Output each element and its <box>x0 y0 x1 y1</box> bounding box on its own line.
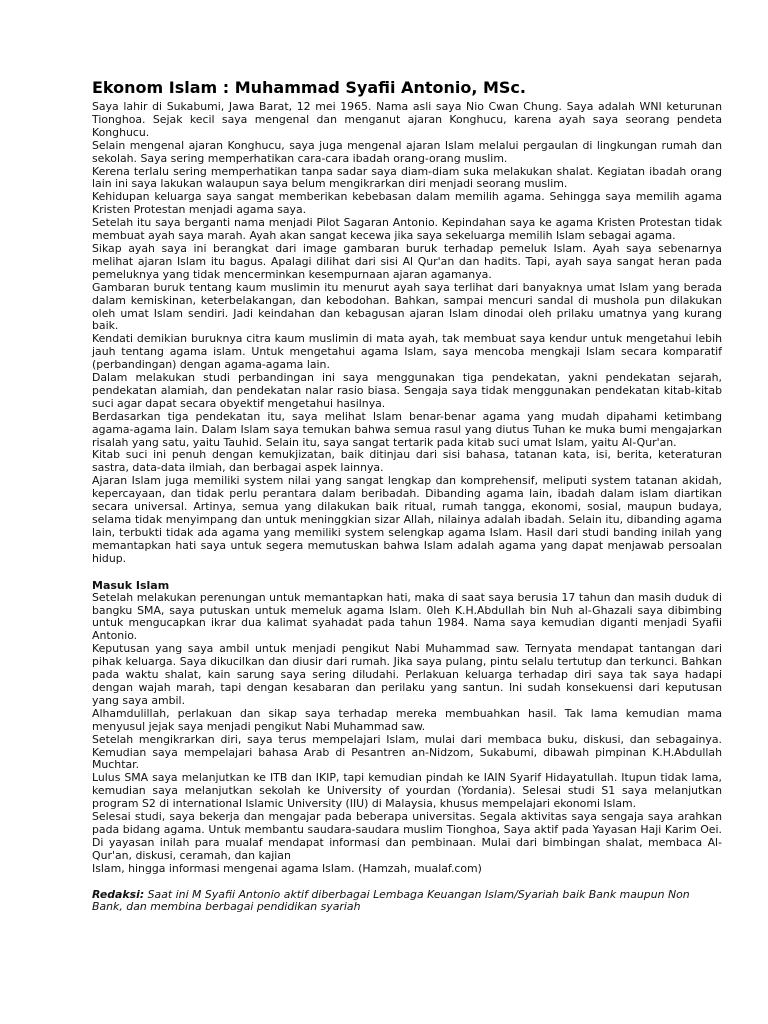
paragraph: Islam, hingga informasi mengenai agama Islam. (Hamzah, mualaf.com) <box>92 861 482 875</box>
editorial-note <box>92 889 722 915</box>
paragraph: Ajaran Islam juga memiliki system nilai yang sangat lengkap dan komprehensif, meliputi system tatanan akidah, kepercayaan, dan tidak perlu perantara dalam beribadah. Dibanding agama lain, ibadah dalam islam diartikan secara universal. Artinya, semua yang dilakukan baik ritual, rumah tangga, ekonomi, sosial, maupun budaya, selama tidak menyimpang dan untuk meninggkian sizar Allah, nilainya adalah ibadah. Selain itu, dibanding agama lain, terbukti tidak ada agama yang memiliki system selengkap agama Islam. Hasil dari studi banding inilah yang memantapkan hati saya untuk segera memutuskan bahwa Islam adalah agama yang dapat menjawab persoalan hidup. <box>92 474 722 565</box>
paragraph: Keputusan yang saya ambil untuk menjadi pengikut Nabi Muhammad saw. Ternyata mendapat tantangan dari pihak keluarga. Saya dikucilkan dan diusir dari rumah. Jika saya pulang, pintu selalu tertutup dan terkunci. Bahkan pada waktu shalat, kain sarung saya sering diludahi. Perlakuan keluarga terhadap diri saya tak saya hadapi dengan wajah marah, tapi dengan kesabaran dan perilaku yang santun. Ini sudah konsekuensi dari keputusan yang saya ambil. <box>92 642 722 707</box>
editorial-note-label: Redaksi: <box>92 887 145 901</box>
paragraph: Setelah itu saya berganti nama menjadi Pilot Sagaran Antonio. Kepindahan saya ke agama Kristen Protestan tidak membuat ayah saya marah. Ayah akan sangat kecewa jika saya sekeluarga memilih Islam sebagai agama. <box>92 216 722 243</box>
paragraph: Kerena terlalu sering memperhatikan tanpa sadar saya diam-diam suka melakukan shalat. Kegiatan ibadah orang lain ini saya lakukan walaupun saya belum mengikrarkan diri menjadi seorang muslim. <box>92 164 722 191</box>
paragraph: Gambaran buruk tentang kaum muslimin itu menurut ayah saya terlihat dari banyaknya umat Islam yang berada dalam kemiskinan, keterbelakangan, dan kebodohan. Bahkan, sampai mencuri sandal di mushola pun dilakukan oleh umat Islam sendiri. Jadi keindahan dan kebagusan ajaran Islam dinodai oleh prilaku umatnya yang kurang baik. <box>92 280 722 333</box>
paragraph: Berdasarkan tiga pendekatan itu, saya melihat Islam benar-benar agama yang mudah dipahami ketimbang agama-agama lain. Dalam Islam saya temukan bahwa semua rasul yang diutus Tuhan ke muka bumi mengajarkan risalah yang satu, yaitu Tauhid. Selain itu, saya sangat tertarik pada kitab suci umat Islam, yaitu Al-Qur'an. <box>92 409 722 449</box>
section-heading: Masuk Islam <box>92 578 170 592</box>
paragraph: Selesai studi, saya bekerja dan mengajar pada beberapa universitas. Segala aktivitas saya sengaja saya arahkan pada bidang agama. Untuk membantu saudara-saudara muslim Tionghoa, Saya aktif pada Yayasan Haji Karim Oei. Di yayasan inilah para mualaf mendapat informasi dan pembinaan. Mulai dari bimbingan shalat, membaca Al-Qur'an, diskusi, ceramah, dan kajian <box>92 810 722 862</box>
document-page <box>92 78 722 914</box>
document-title: Ekonom Islam : Muhammad Syafii Antonio, MSc. <box>92 78 526 97</box>
paragraph: Alhamdulillah, perlakuan dan sikap saya terhadap mereka membuahkan hasil. Tak lama kemudian mama menyusul jejak saya menjadi pengikut Nabi Muhammad saw. <box>92 706 722 733</box>
paragraph: Lulus SMA saya melanjutkan ke ITB dan IKIP, tapi kemudian pindah ke IAIN Syarif Hidayatullah. Itupun tidak lama, kemudian saya melanjutkan sekolah ke University of yourdan (Yordania). Selesai studi S1 saya melanjutkan program S2 di international Islamic University (IIU) di Malaysia, khusus mempelajari ekonomi Islam. <box>92 771 722 811</box>
paragraph: Kendati demikian buruknya citra kaum muslimin di mata ayah, tak membuat saya kendur untuk mengetahui lebih jauh tentang agama islam. Untuk mengetahui agama Islam, saya mencoba mengkaji Islam secara komparatif (perbandingan) dengan agama-agama lain. <box>92 332 722 372</box>
paragraph: Sikap ayah saya ini berangkat dari image gambaran buruk terhadap pemeluk Islam. Ayah saya sebenarnya melihat ajaran Islam itu bagus. Apalagi dilihat dari sisi Al Qur'an dan hadits. Tapi, ayah saya sangat heran pada pemeluknya yang tidak mencerminkan kesempurnaan ajaran agamanya. <box>92 241 722 281</box>
paragraph: Kehidupan keluarga saya sangat memberikan kebebasan dalam memilih agama. Sehingga saya memilih agama Kristen Protestan menjadi agama saya. <box>92 190 722 217</box>
section-spacer <box>92 566 722 579</box>
paragraph: Selain mengenal ajaran Konghucu, saya juga mengenal ajaran Islam melalui pergaulan di lingkungan rumah dan sekolah. Saya sering memperhatikan cara-cara ibadah orang-orang muslim. <box>92 138 722 165</box>
paragraph: Saya lahir di Sukabumi, Jawa Barat, 12 mei 1965. Nama asli saya Nio Cwan Chung. Saya adalah WNI keturunan Tionghoa. Sejak kecil saya mengenal dan menganut ajaran Konghucu, karena ayah saya seorang pendeta Konghucu. <box>92 100 722 139</box>
paragraph: Setelah mengikrarkan diri, saya terus mempelajari Islam, mulai dari membaca buku, diskusi, dan sebagainya. Kemudian saya mempelajari bahasa Arab di Pesantren an-Nidzom, Sukabumi, dibawah pimpinan K.H.Abdullah Muchtar. <box>92 732 722 772</box>
paragraph: Kitab suci ini penuh dengan kemukjizatan, baik ditinjau dari sisi bahasa, tatanan kata, isi, berita, keteraturan sastra, data-data ilmiah, dan berbagai aspek lainnya. <box>92 448 722 475</box>
paragraph: Dalam melakukan studi perbandingan ini saya menggunakan tiga pendekatan, yakni pendekatan sejarah, pendekatan alamiah, dan pendekatan nalar rasio biasa. Sengaja saya tidak menggunakan pendekatan kitab-kitab suci agar dapat secara obyektif mengetahui hasilnya. <box>92 371 722 410</box>
paragraph: Setelah melakukan perenungan untuk memantapkan hati, maka di saat saya berusia 17 tahun dan masih duduk di bangku SMA, saya putuskan untuk memeluk agama Islam. 0leh K.H.Abdullah bin Nuh al-Ghazali saya dibimbing untuk mengucapkan ikrar dua kalimat syahadat pada tahun 1984. Nama saya kemudian diganti menjadi Syafii Antonio. <box>92 590 722 643</box>
editorial-note-text: Saat ini M Syafii Antonio aktif diberbagai Lembaga Keuangan Islam/Syariah baik Bank maupun Non Bank, dan membina berbagai pendidikan syariah <box>92 887 690 914</box>
